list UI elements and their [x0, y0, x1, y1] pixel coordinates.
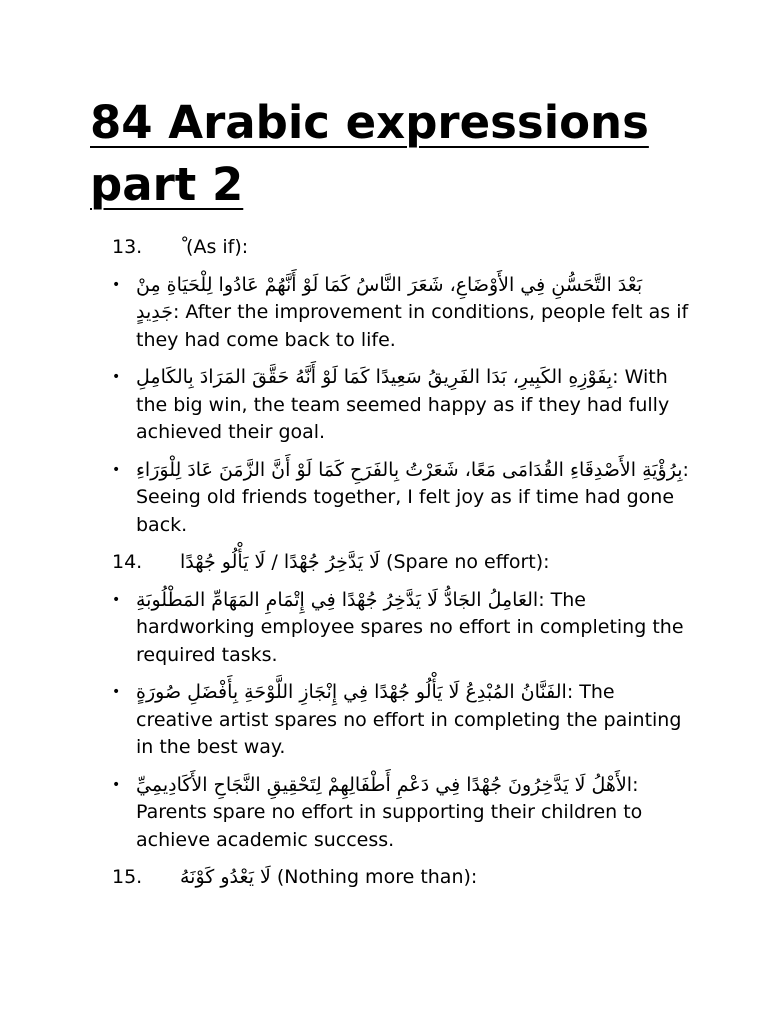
- example-arabic: بِفَوْزِهِ الكَبِيرِ، بَدَا الفَرِيقُ سَعِيدًا كَمَا لَوْ أَنَّهُ حَقَّقَ المَرَادَ بِالكَامِلِ: [136, 366, 613, 388]
- document-content: [90, 234, 690, 892]
- section-heading: [112, 864, 690, 892]
- example-english: : After the improvement in conditions, people felt as if they had come back to life.: [136, 301, 689, 351]
- section-arabic: لَا يَدَّخِرُ جُهْدًا / لَا يَأْلُو جُهْدًا: [180, 551, 380, 573]
- section-meaning: (Nothing more than):: [270, 866, 478, 888]
- list-item: [90, 272, 690, 355]
- list-item: [90, 587, 690, 670]
- bullet-icon: •: [112, 591, 121, 608]
- list-item: [90, 679, 690, 762]
- bullet-icon: •: [112, 461, 121, 478]
- example-english: : With the big win, the team seemed happy as if they had fully achieved their goal.: [136, 366, 670, 443]
- section-title: [180, 864, 690, 892]
- document-title: 84 Arabic expressions part 2: [90, 96, 649, 211]
- example-list: [90, 272, 690, 540]
- bullet-icon: •: [112, 776, 121, 793]
- bullet-icon: •: [112, 684, 121, 700]
- section-title: [180, 549, 690, 577]
- example-english: : Parents spare no effort in supporting their children to achieve academic success.: [136, 773, 643, 851]
- example-english: : Seeing old friends together, I felt joy as if time had gone back.: [136, 458, 689, 536]
- example-arabic: الفَنَّانُ المُبْدِعُ لَا يَأْلُو جُهْدًا فِي إِنْجَازِ اللَّوْحَةِ بِأَفْضَلِ صُورَةٍ: [136, 681, 567, 703]
- example-list: [90, 587, 690, 855]
- section-number: 15.: [112, 866, 143, 888]
- example-english: : The creative artist spares no effort in completing the painting in the best way.: [136, 681, 682, 758]
- example-arabic: الأَهْلُ لَا يَدَّخِرُونَ جُهْدًا فِي دَعْمِ أَطْفَالِهِمْ لِتَحْقِيقِ النَّجَاحِ الأَكَادِيمِيِّ: [136, 773, 633, 796]
- list-item: [90, 457, 690, 540]
- section-arabic: لَا يَعْدُو كَوْنَهُ: [180, 866, 271, 888]
- section-title: [180, 234, 690, 262]
- section-heading: [112, 549, 690, 577]
- section-number: 14.: [112, 551, 143, 573]
- example-arabic: العَامِلُ الجَادُّ لَا يَدَّخِرُ جُهْدًا فِي إِتْمَامِ المَهَامِّ المَطْلُوبَةِ: [136, 588, 539, 611]
- list-item: [90, 364, 690, 447]
- example-arabic: بَعْدَ التَّحَسُّنِ فِي الأَوْضَاعِ، شَعَرَ النَّاسُ كَمَا لَوْ أَنَّهُمْ عَادُوا لِلْحَيَاةِ مِنْ جَدِيدٍ: [136, 273, 643, 323]
- example-english: : The hardworking employee spares no effort in completing the required tasks.: [136, 588, 684, 666]
- document-page: [90, 92, 690, 902]
- section-arabic: ْ: [180, 236, 187, 258]
- section-meaning: (Spare no effort):: [380, 551, 550, 573]
- bullet-icon: •: [112, 369, 121, 385]
- list-item: [90, 772, 690, 855]
- section-number: 13.: [112, 236, 143, 258]
- bullet-icon: •: [112, 276, 121, 293]
- section-heading: [112, 234, 690, 262]
- example-arabic: بِرُؤْيَةِ الأَصْدِقَاءِ القُدَامَى مَعًا، شَعَرْتُ بِالفَرَحِ كَمَا لَوْ أَنَّ الزَّمَنَ عَادَ لِلْوَرَاءِ: [136, 458, 683, 481]
- section-meaning: (As if):: [186, 236, 249, 258]
